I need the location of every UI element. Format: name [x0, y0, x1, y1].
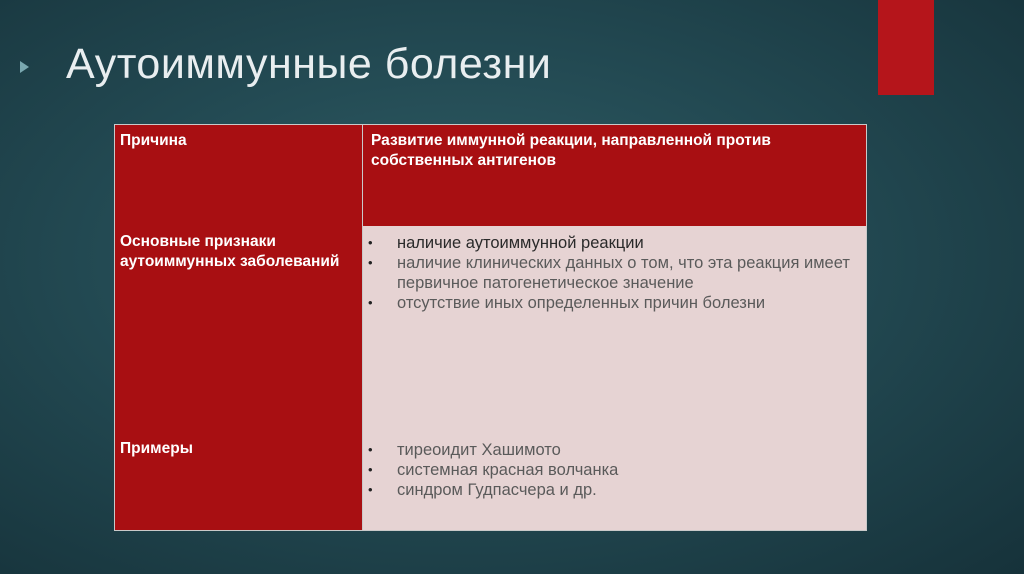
accent-bar [878, 0, 934, 95]
list-item [367, 233, 862, 253]
row-content-cell [363, 433, 866, 530]
list-item-text: наличие аутоиммунной реакции [397, 234, 644, 252]
signs-list [367, 233, 862, 313]
list-item [367, 440, 862, 460]
row-label-cell [115, 125, 363, 226]
bullet-dot-icon: • [368, 295, 373, 310]
bullet-dot-icon: • [368, 482, 373, 497]
bullet-dot-icon: • [368, 235, 373, 250]
examples-list [367, 440, 862, 500]
list-item [367, 480, 862, 500]
bullet-dot-icon: • [368, 255, 373, 270]
table-row-examples [115, 433, 866, 530]
list-item-text: системная красная волчанка [397, 461, 619, 479]
row-label: Причина [120, 132, 187, 149]
slide-title: Аутоиммунные болезни [66, 40, 552, 88]
row-label: Примеры [120, 440, 193, 457]
list-item-text: тиреоидит Хашимото [397, 441, 561, 459]
list-item-text: отсутствие иных определенных причин болезни [397, 294, 766, 312]
list-item [367, 253, 862, 293]
list-item [367, 460, 862, 480]
table-row-signs [115, 226, 866, 434]
triangle-right-icon [20, 61, 29, 73]
list-item-text: наличие клинических данных о том, что эта реакция имеет первичное патогенетическое значение [397, 254, 850, 292]
row-label-cell [115, 433, 363, 530]
list-item-text: синдром Гудпасчера и др. [397, 481, 597, 499]
bullet-dot-icon: • [368, 462, 373, 477]
table-row-cause [115, 125, 866, 227]
content-table [114, 124, 867, 531]
row-content-cell [363, 125, 866, 226]
row-label: Основные признаки аутоиммунных заболеваний [120, 233, 340, 270]
cause-text: Развитие иммунной реакции, направленной против собственных антигенов [371, 132, 771, 169]
bullet-dot-icon: • [368, 442, 373, 457]
row-content-cell [363, 226, 866, 433]
row-label-cell [115, 226, 363, 433]
list-item [367, 293, 862, 313]
